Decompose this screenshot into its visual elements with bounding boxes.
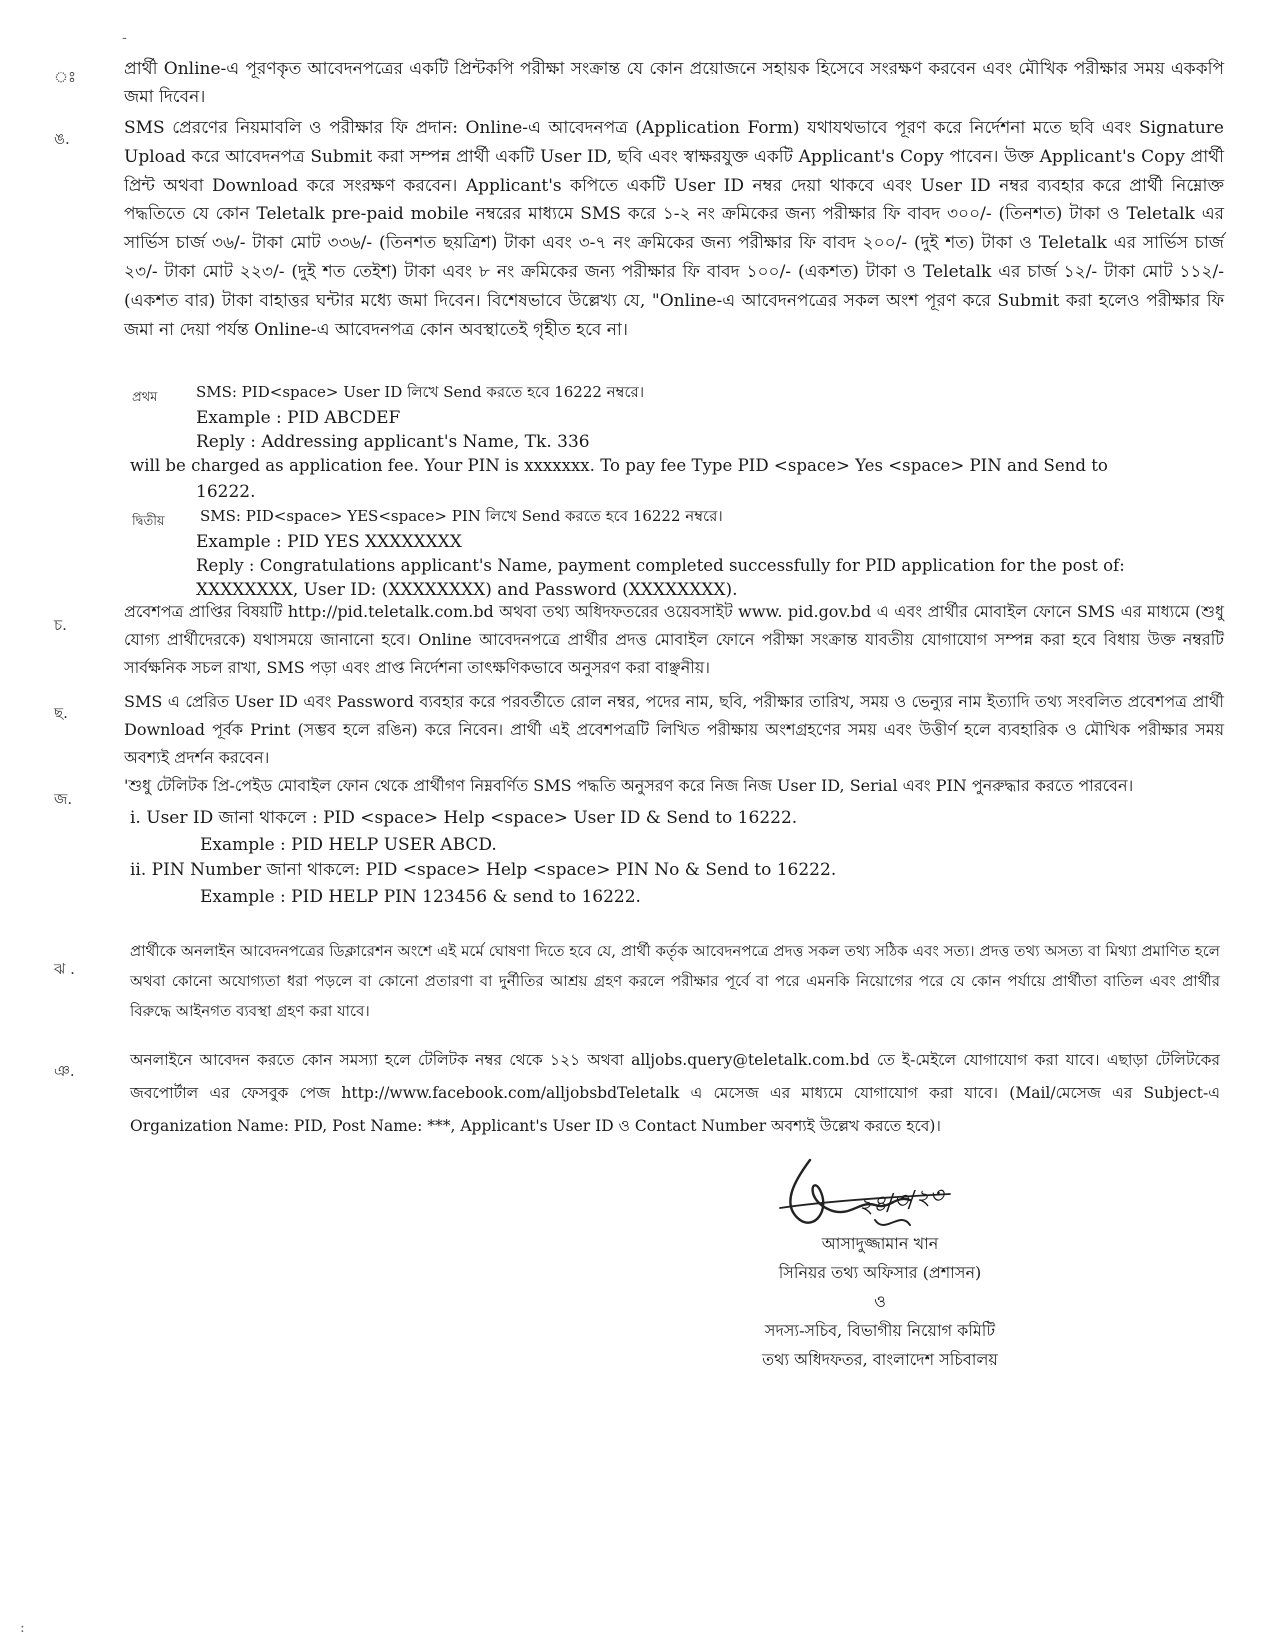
sms-first-instruction: SMS: PID<space> User ID লিখে Send করতে হবে 16222 নম্বরে। — [196, 383, 645, 401]
recovery-user-id-example: Example : PID HELP USER ABCD. — [200, 835, 497, 855]
paragraph-declaration: প্রার্থীকে অনলাইন আবেদনপত্রের ডিক্লারেশন অংশে এই মর্মে ঘোষণা দিতে হবে যে, প্রার্থী কর্তৃক আবেদনপত্রে প্রদত্ত সকল তথ্য সঠিক এবং সত্য। প্রদত্ত তথ্য অসত্য বা মিথ্যা প্রমাণিত হলে অথবা কোনো অযোগ্যতা ধরা পড়লে বা কোনো প্রতারণা বা দুর্নীতির আশ্রয় গ্রহণ করলে পরীক্ষার পূর্বে বা পরে এমনকি নিয়োগের পরে যে কোন পর্যায়ে প্রার্থীতা বাতিল এবং প্রার্থীর বিরুদ্ধে আইনগত ব্যবস্থা গ্রহণ করা যাবে। — [130, 942, 1220, 1020]
sms-step-label: দ্বিতীয় — [132, 514, 165, 529]
signature-date: ২৪/৩/২৩ — [856, 1183, 946, 1220]
item-marker: ঝ . — [54, 960, 75, 978]
sms-second-reply-cont: XXXXXXXX, User ID: (XXXXXXXX) and Password (XXXXXXXX). — [196, 580, 738, 600]
sms-second-reply: Reply : Congratulations applicant's Name, payment completed successfully for PID application for the post of: — [196, 556, 1125, 575]
paragraph-sms-fee-rules: SMS প্রেরণের নিয়মাবলি ও পরীক্ষার ফি প্রদান: Online-এ আবেদনপত্র (Application Form) যথাযথভাবে পূরণ করে নির্দেশনা মতে ছবি এবং Signature Upload করে আবেদনপত্র Submit করা সম্পন্ন প্রার্থী একটি User ID, ছবি এবং স্বাক্ষরযুক্ত একটি Applicant's Copy পাবেন। উক্ত Applicant's Copy প্রার্থী প্রিন্ট অথবা Download করে সংরক্ষণ করবেন। Applicant's কপিতে একটি User ID নম্বর দেয়া থাকবে এবং User ID নম্বর ব্যবহার করে প্রার্থী নিম্নোক্ত পদ্ধতিতে যে কোন Teletalk pre-paid mobile নম্বরের মাধ্যমে SMS করে ১-২ নং ক্রমিকের জন্য পরীক্ষার ফি বাবদ ৩০০/- (তিনশত) টাকা ও Teletalk এর সার্ভিস চার্জ ৩৬/- টাকা মোট ৩৩৬/- (তিনশত ছয়ত্রিশ) টাকা এবং ৩-৭ নং ক্রমিকের জন্য পরীক্ষার ফি বাবদ ২০০/- (দুই শত) টাকা ও Teletalk এর সার্ভিস চার্জ ২৩/- টাকা মোট ২২৩/- (দুই শত তেইশ) টাকা এবং ৮ নং ক্রমিকের জন্য পরীক্ষার ফি বাবদ ১০০/- (একশত) টাকা ও Teletalk এর চার্জ ১২/- টাকা মোট ১১২/- (একশত বার) টাকা বাহাত্তর ঘন্টার মধ্যে জমা দিবেন। বিশেষভাবে উল্লেখ্য যে, "Online-এ আবেদনপত্রের সকল অংশ পূরণ করে Submit করা হলেও পরীক্ষার ফি জমা না দেয়া পর্যন্ত Online-এ আবেদনপত্র কোন অবস্থাতেই গৃহীত হবে না। — [124, 118, 1224, 340]
signatory-designation: সিনিয়র তথ্য অফিসার (প্রশাসন) — [778, 1263, 982, 1282]
paragraph-admit-card-download: SMS এ প্রেরিত User ID এবং Password ব্যবহার করে পরবর্তীতে রোল নম্বর, পদের নাম, ছবি, পরীক্ষার তারিখ, সময় ও ভেন্যুর নাম ইত্যাদি তথ্য সংবলিত প্রবেশপত্র প্রার্থী Download পূর্বক Print (সম্ভব হলে রঙিন) করে নিবেন। প্রার্থী এই প্রবেশপত্রটি লিখিত পরীক্ষায় অংশগ্রহণের সময় এবং উত্তীর্ণ হলে ব্যবহারিক ও মৌখিক পরীক্ষার সময় অবশ্যই প্রদর্শন করবেন। — [124, 692, 1224, 767]
item-marker: ছ. — [54, 704, 68, 722]
item-marker: ঙ. — [54, 130, 70, 148]
sms-first-reply-cont: will be charged as application fee. Your PIN is xxxxxxx. To pay fee Type PID <space> Yes <space> PIN and Send to — [130, 456, 1108, 475]
scan-speck: : — [20, 1620, 25, 1636]
item-marker: চ. — [54, 616, 67, 634]
sms-first-example: Example : PID ABCDEF — [196, 408, 401, 428]
item-marker: জ. — [54, 790, 73, 808]
sms-step-label: প্রথম — [132, 390, 158, 405]
signatory-committee-role: সদস্য-সচিব, বিভাগীয় নিয়োগ কমিটি — [764, 1321, 996, 1340]
recovery-pin: ii. PIN Number জানা থাকলে: PID <space> Help <space> PIN No & Send to 16222. — [130, 860, 837, 880]
recovery-pin-example: Example : PID HELP PIN 123456 & send to 16222. — [200, 887, 641, 907]
paragraph-admit-card-notice: প্রবেশপত্র প্রাপ্তির বিষয়টি http://pid.teletalk.com.bd অথবা তথ্য অধিদফতরের ওয়েবসাইট www. pid.gov.bd এ এবং প্রার্থীর মোবাইল ফোনে SMS এর মাধ্যমে (শুধু যোগ্য প্রার্থীদেরকে) যথাসময়ে জানানো হবে। Online আবেদনপত্রে প্রার্থীর প্রদত্ত মোবাইল ফোনে পরীক্ষা সংক্রান্ত যাবতীয় যোগাযোগ সম্পন্ন করা হবে বিধায় উক্ত নম্বরটি সার্বক্ষনিক সচল রাখা, SMS পড়া এবং প্রাপ্ত নির্দেশনা তাৎক্ষণিকভাবে অনুসরণ করা বাঞ্ছনীয়। — [124, 602, 1224, 677]
recovery-user-id: i. User ID জানা থাকলে : PID <space> Help <space> User ID & Send to 16222. — [130, 808, 798, 828]
paragraph-contact-help: অনলাইনে আবেদন করতে কোন সমস্যা হলে টেলিটক নম্বর থেকে ১২১ অথবা alljobs.query@teletalk.com.bd তে ই-মেইলে যোগাযোগ করা যাবে। এছাড়া টেলিটকের জবপোর্টাল এর ফেসবুক পেজ http://www.facebook.com/alljobsbdTeletalk এ মেসেজ এর মাধ্যমে যোগাযোগ করা যাবে। (Mail/মেসেজ এর Subject-এ Organization Name: PID, Post Name: ***, Applicant's User ID ও Contact Number অবশ্যই উল্লেখ করতে হবে)। — [130, 1051, 1220, 1135]
sms-second-example: Example : PID YES XXXXXXXX — [196, 532, 462, 552]
paragraph-recovery-intro: 'শুধু টেলিটক প্রি-পেইড মোবাইল ফোন থেকে প্রার্থীগণ নিম্নবর্ণিত SMS পদ্ধতি অনুসরণ করে নিজ নিজ User ID, Serial এবং PIN পুনরুদ্ধার করতে পারবেন। — [124, 776, 1134, 795]
item-marker: ঃ — [54, 68, 77, 86]
scan-speck: - — [122, 30, 127, 46]
signatory-name: আসাদুজ্জামান খান — [821, 1234, 939, 1253]
item-marker: ঞ. — [54, 1062, 75, 1080]
signatory-office: তথ্য অধিদফতর, বাংলাদেশ সচিবালয় — [762, 1350, 998, 1369]
sms-first-reply: Reply : Addressing applicant's Name, Tk. 336 — [196, 432, 590, 452]
signatory-conjunction: ও — [874, 1292, 886, 1311]
paragraph-application-printcopy: প্রার্থী Online-এ পূরণকৃত আবেদনপত্রের একটি প্রিন্টকপি পরীক্ষা সংক্রান্ত যে কোন প্রয়োজনে সহায়ক হিসেবে সংরক্ষণ করবেন এবং মৌখিক পরীক্ষার সময় এককপি জমা দিবেন। — [124, 59, 1224, 107]
sms-second-instruction: SMS: PID<space> YES<space> PIN লিখে Send করতে হবে 16222 নম্বরে। — [200, 507, 723, 525]
sms-first-reply-number: 16222. — [196, 482, 256, 502]
